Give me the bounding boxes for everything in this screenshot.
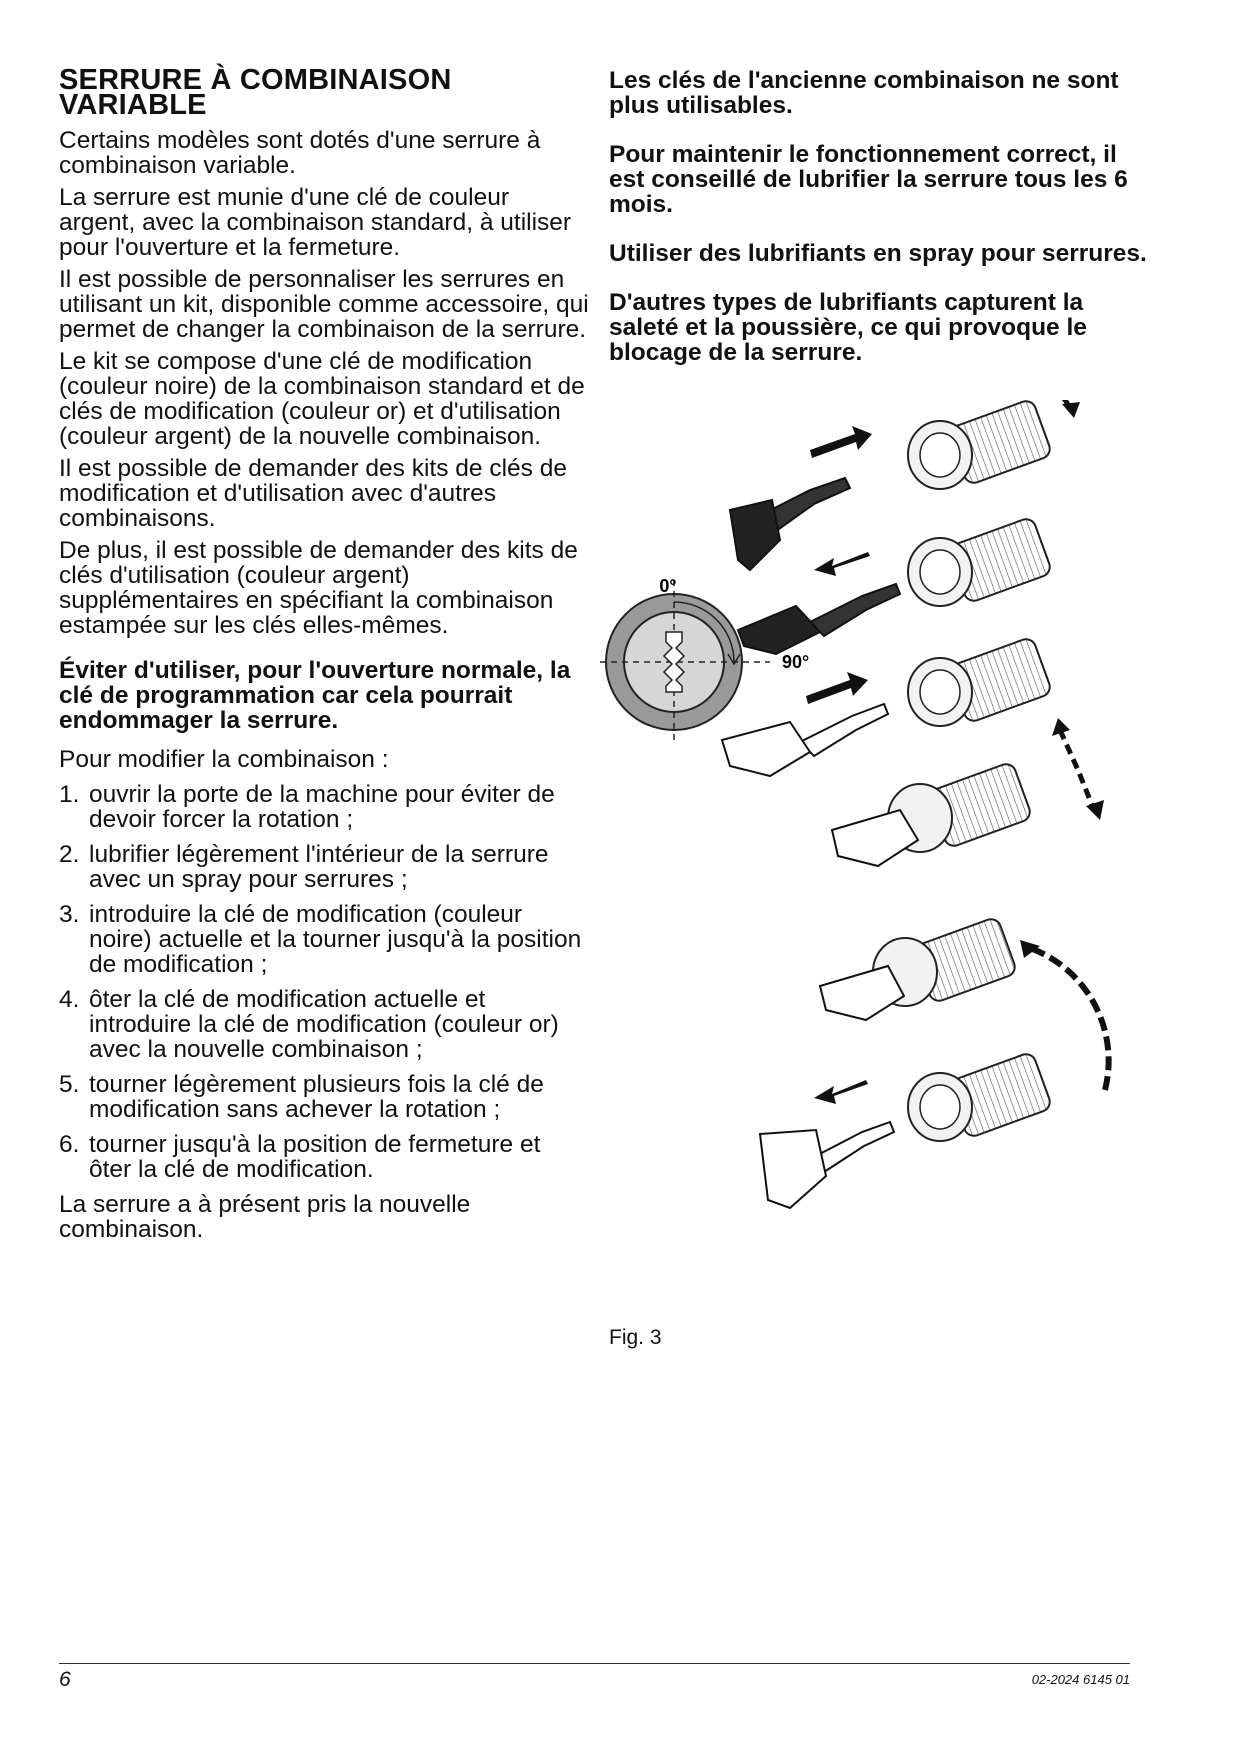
step-number: 1. [59,781,80,808]
programming-key-warning: Éviter d'utiliser, pour l'ouverture normale, la clé de programmation car cela pourrait endommager la serrure. [59,657,571,734]
note-other-lubricants: D'autres types de lubrifiants capturent la saleté et la poussière, ce qui provoque le blocage de la serrure. [609,289,1087,366]
step-item [59,782,589,832]
black-key-removed-icon [738,584,900,654]
key-turned-icon [820,966,904,1020]
step-number: 4. [59,986,80,1013]
footer-divider [59,1663,1130,1664]
lock-cylinder-3 [908,636,1053,726]
step-item [59,987,589,1062]
step-text: introduire la clé de modification (couleur noire) actuelle et la tourner jusqu'à la position de modification ; [89,901,582,978]
note-old-keys: Les clés de l'ancienne combinaison ne sont plus utilisables. [609,67,1119,119]
step-text: ôter la clé de modification actuelle et introduire la clé de modification (couleur or) avec la nouvelle combinaison ; [89,986,559,1063]
angle-label-0: 0° [659,576,677,596]
insert-arrow-2-icon [806,672,868,704]
intro-paragraph-6: De plus, il est possible de demander des kits de clés d'utilisation (couleur argent) supplémentaires en spécifiant la combinaison estampée sur les clés elles-mêmes. [59,537,578,639]
intro-paragraph-5: Il est possible de demander des kits de clés de modification et d'utilisation avec d'autres combinaisons. [59,455,567,532]
step-text: lubrifier légèrement l'intérieur de la serrure avec un spray pour serrures ; [89,841,549,893]
document-code: 02-2024 6145 01 [1031,1672,1130,1687]
remove-arrow-2-icon [814,1080,868,1104]
step-text: tourner légèrement plusieurs fois la clé de modification sans achever la rotation ; [89,1071,544,1123]
intro-paragraph-2: La serrure est munie d'une clé de couleur argent, avec la combinaison standard, à utiliser pour l'ouverture et la fermeture. [59,184,572,261]
key-removed-icon [760,1122,894,1208]
right-column [609,68,1149,389]
step-item [59,1132,589,1182]
key-in-lock-icon [832,810,918,866]
remove-arrow-icon [814,552,870,576]
step-number: 6. [59,1131,80,1158]
section-title: SERRURE À COMBINAISON VARIABLE [59,64,452,121]
intro-paragraph-3: Il est possible de personnaliser les serrures en utilisant un kit, disponible comme accessoire, qui permet de changer la combinaison de la serrure. [59,266,589,343]
page-number: 6 [59,1668,71,1691]
intro-paragraph-1: Certains modèles sont dotés d'une serrure à combinaison variable. [59,127,541,179]
step-text: ouvrir la porte de la machine pour éviter de devoir forcer la rotation ; [89,781,555,833]
note-lubricate: Pour maintenir le fonctionnement correct, il est conseillé de lubrifier la serrure tous les 6 mois. [609,141,1128,218]
lock-cylinder-6 [908,1051,1053,1141]
step-number: 3. [59,901,80,928]
lock-cylinder-2 [908,516,1053,606]
left-column [59,64,589,1249]
gold-key-icon [722,704,888,776]
lock-cylinder-1 [908,400,1053,489]
step-item [59,842,589,892]
angle-label-90: 90° [782,652,810,672]
step-item [59,1072,589,1122]
black-key-icon [730,478,850,570]
step-item [59,902,589,977]
note-spray: Utiliser des lubrifiants en spray pour serrures. [609,240,1147,267]
step-number: 2. [59,841,80,868]
figure-caption: Fig. 3 [609,1326,662,1349]
step-text: tourner jusqu'à la position de fermeture et ôter la clé de modification. [89,1131,541,1183]
step-number: 5. [59,1071,80,1098]
intro-paragraph-4: Le kit se compose d'une clé de modification (couleur noire) de la combinaison standard et de clés de modification (couleur or) et d'utilisation (couleur argent) de la nouvelle combinaison. [59,348,585,450]
conclusion-paragraph: La serrure a à présent pris la nouvelle combinaison. [59,1191,471,1243]
steps-intro: Pour modifier la combinaison : [59,746,389,773]
wiggle-arrow-icon [1052,718,1104,820]
lock-face-diagram [600,580,770,740]
steps-list [59,782,589,1182]
insert-arrow-icon [810,426,872,458]
lock-procedure-figure [600,400,1160,1320]
